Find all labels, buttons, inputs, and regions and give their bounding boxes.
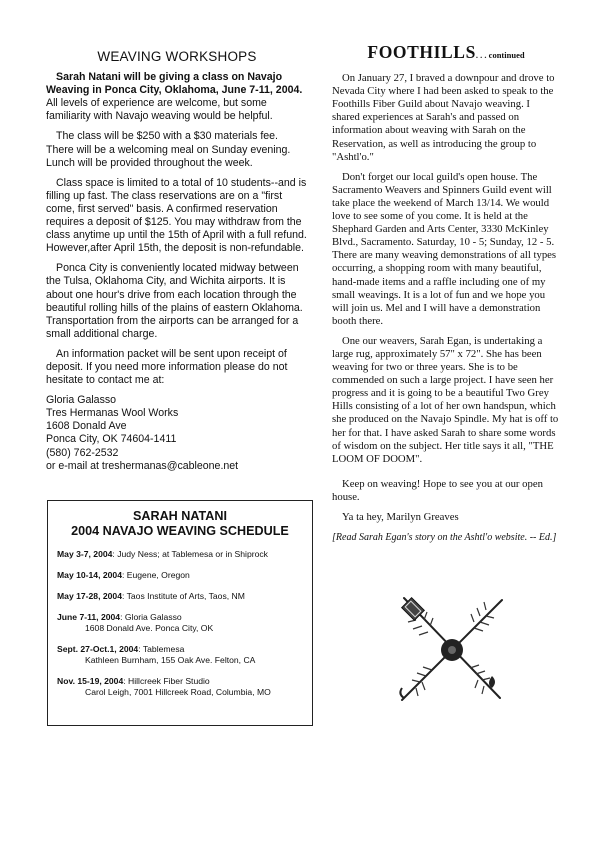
continued-label: . . . continued: [475, 50, 525, 60]
schedule-text: : Taos Institute of Arts, Taos, NM: [121, 591, 245, 601]
schedule-item: [57, 549, 312, 560]
contact-name: Gloria Galasso: [46, 394, 117, 407]
contact-street: 1608 Donald Ave: [46, 420, 127, 433]
schedule-subtext: 1608 Donald Ave. Ponca City, OK: [85, 623, 214, 633]
foothills-paragraph-2: Don't forget our local guild's open house. The Sacramento Weavers and Spinners Guild event will take place the weekend of March 13/14. We would love to see some of you come. It is held at the Shephard Garden and Arts Center, 3330 McKinley Blvd., Sacramento. Saturday, 10 - 5; Sunday, 12 - 5. There are many weaving demonstrations of all types occurring, a shopping room with many beautiful, hand-made items and a raffle including one of my small weavings. It is a lot of fun and we hope you will join us. Mel and I will have a demonstration booth there.: [332, 170, 557, 327]
foothills-paragraph-1: On January 27, I braved a downpour and drove to Nevada City where I had been asked to speak to the Foothills Fiber Guild about Navajo weaving. I shared experiences at Sarah's and passed on information about weaving with Sarah on the Reservation, as well as introducing the group to "Ashtl'o.": [332, 72, 555, 163]
contact-business: Tres Hermanas Wool Works: [46, 407, 179, 420]
schedule-text: : Judy Ness; at Tablemesa or in Shiprock: [112, 549, 268, 559]
schedule-date: May 3-7, 2004: [57, 549, 113, 559]
schedule-list: [57, 549, 312, 698]
workshop-info-paragraph: An information packet will be sent upon receipt of deposit. If you need more information please do not hesitate to contact me at:: [46, 347, 288, 387]
workshop-intro-bold: Sarah Natani will be giving a class on Navajo Weaving in Ponca City, Oklahoma, June 7-11, 2004.: [46, 71, 303, 97]
workshop-space-paragraph: Class space is limited to a total of 10 students--and is filling up fast. The class reservations are on a "first come, first served" basis. A confirmed reservation requires a deposit of $125. You may withdraw from the class anytime up until the 15th of April with a full refund. However,after April 15th, the deposit is non-refundable.: [46, 176, 307, 255]
contact-email: or e-mail at treshermanas@cableone.net: [46, 459, 239, 472]
schedule-item: [57, 591, 312, 602]
schedule-text: : Tablemesa: [138, 644, 185, 654]
schedule-title: 2004 NAVAJO WEAVING SCHEDULE: [71, 524, 289, 538]
schedule-text: : Gloria Galasso: [120, 612, 182, 622]
schedule-item: [57, 644, 312, 666]
schedule-date: Sept. 27-Oct.1, 2004: [57, 644, 139, 654]
schedule-title-name: SARAH NATANI: [133, 509, 227, 523]
schedule-date: June 7-11, 2004: [57, 612, 121, 622]
workshop-intro-paragraph: [46, 71, 308, 123]
weaving-workshops-column: [46, 50, 308, 473]
schedule-date: Nov. 15-19, 2004: [57, 676, 124, 686]
workshop-location-paragraph: Ponca City is conveniently located midway between the Tulsa, Oklahoma City, and Wichita airports. It is about one hour's drive from each location through the beautiful rolling hills of the plains of eastern Oklahoma. Transportation from the airports can be arranged for a small additional charge.: [46, 262, 303, 340]
foothills-paragraph-4: Keep on weaving! Hope to see you at our open house.: [332, 477, 543, 503]
foothills-column: [332, 42, 560, 552]
schedule-text: : Hillcreek Fiber Studio: [123, 676, 210, 686]
contact-phone: (580) 762-2532: [46, 446, 119, 459]
foothills-title: FOOTHILLS: [367, 42, 476, 62]
foothills-heading: [332, 42, 560, 62]
editor-note: [Read Sarah Egan's story on the Ashtl'o website. -- Ed.]: [332, 532, 557, 544]
schedule-text: : Eugene, Oregon: [121, 570, 190, 580]
schedule-item: [57, 612, 312, 634]
schedule-item: [57, 570, 312, 581]
schedule-box: [47, 500, 313, 726]
workshop-intro-rest: All levels of experience are welcome, but some familiarity with Navajo weaving would be helpful.: [46, 97, 273, 123]
spindle-illustration: [382, 590, 522, 708]
contact-block: [46, 394, 308, 473]
workshop-cost-paragraph: The class will be $250 with a $30 materials fee. There will be a welcoming meal on Sunday evening. Lunch will be provided throughout the week.: [46, 130, 291, 169]
schedule-subtext: Kathleen Burnham, 155 Oak Ave. Felton, CA: [85, 655, 256, 665]
schedule-subtext: Carol Leigh, 7001 Hillcreek Road, Columbia, MO: [85, 687, 271, 697]
foothills-paragraph-3: One our weavers, Sarah Egan, is undertaking a large rug, approximately 57" x 72". She has been weaving for two or three years. She is to be commended on such a large project. I have seen her progress and it is going to be a beautiful Two Grey Hills consisting of a lot of her own handspun, which she produced on the Navajo Spindle. My hat is off to her for that. I have asked Sarah to share some words of wisdom on the subject. Her title says it all, "THE LOOM OF DOOM".: [332, 334, 559, 465]
schedule-item: [57, 676, 312, 698]
signature-line: Ya ta hey, Marilyn Greaves: [342, 511, 459, 523]
schedule-date: May 17-28, 2004: [57, 591, 122, 601]
weaving-workshops-heading: WEAVING WORKSHOPS: [97, 49, 257, 64]
schedule-date: May 10-14, 2004: [57, 570, 122, 580]
contact-city: Ponca City, OK 74604-1411: [46, 433, 177, 446]
